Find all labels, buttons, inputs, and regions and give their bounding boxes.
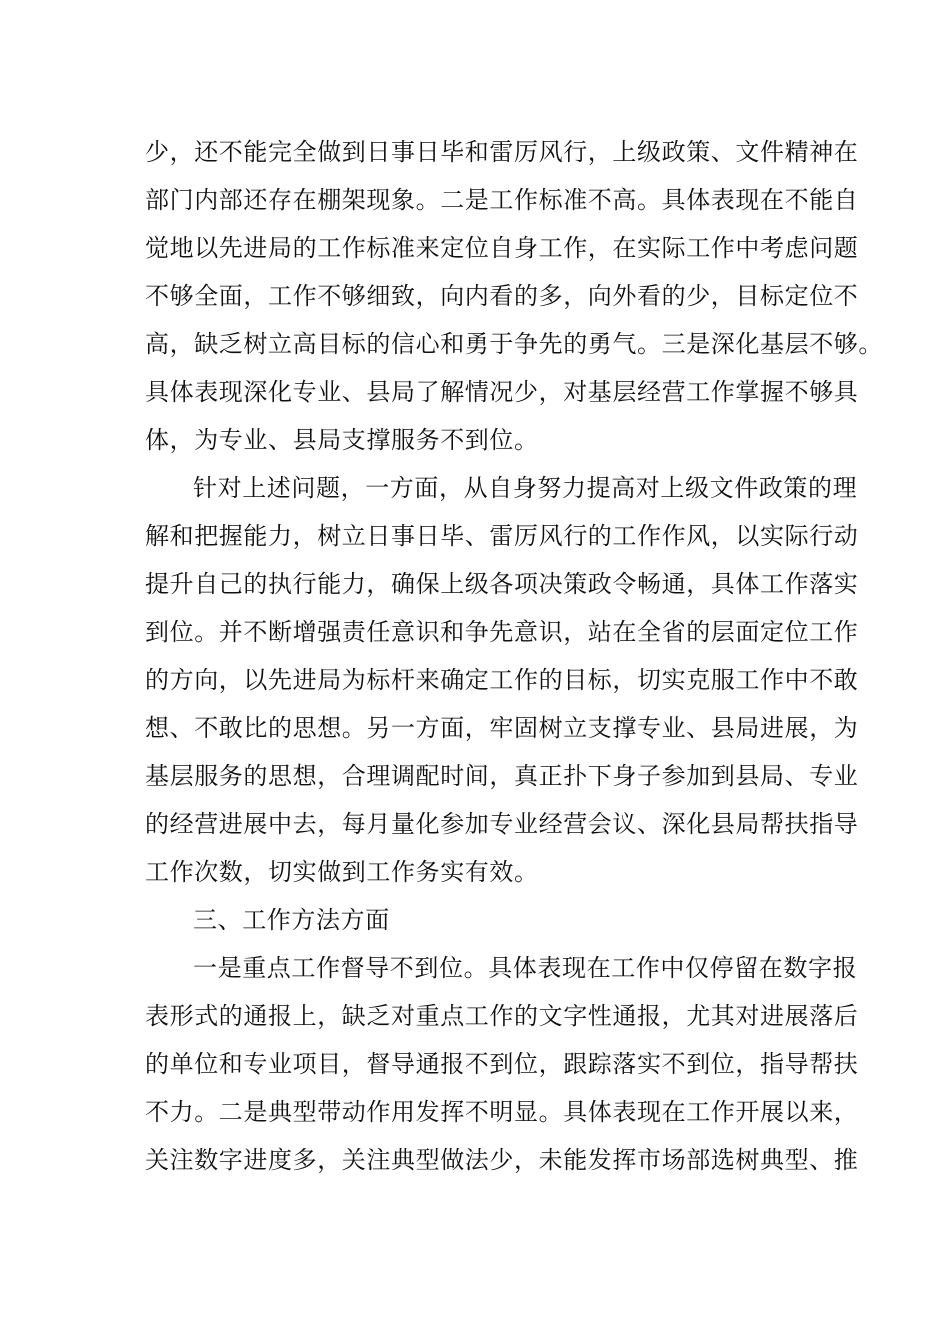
- text-line: 觉地以先进局的工作标准来定位自身工作，在实际工作中考虑问题: [145, 234, 859, 262]
- text-line: 提升自己的执行能力，确保上级各项决策政令畅通，具体工作落实: [145, 570, 859, 598]
- document-body: [145, 128, 883, 1184]
- paragraph-start-line: 一是重点工作督导不到位。具体表现在工作中仅停留在数字报: [193, 954, 858, 982]
- text-line: 表形式的通报上，缺乏对重点工作的文字性通报，尤其对进展落后: [145, 1002, 859, 1030]
- text-line: 的方向，以先进局为标杆来确定工作的目标，切实克服工作中不敢: [145, 666, 859, 694]
- text-line: 的经营进展中去，每月量化参加专业经营会议、深化县局帮扶指导: [145, 810, 859, 838]
- text-line: 想、不敢比的思想。另一方面，牢固树立支撑专业、县局进展，为: [145, 714, 859, 742]
- text-line: 不够全面，工作不够细致，向内看的多，向外看的少，目标定位不: [145, 282, 859, 310]
- text-line: 部门内部还存在棚架现象。二是工作标准不高。具体表现在不能自: [145, 186, 859, 214]
- text-line: 基层服务的思想，合理调配时间，真正扑下身子参加到县局、专业: [145, 762, 859, 790]
- text-line: 工作次数，切实做到工作务实有效。: [145, 858, 539, 886]
- section-heading: 三、工作方法方面: [193, 906, 390, 934]
- text-line: 不力。二是典型带动作用发挥不明显。具体表现在工作开展以来，: [145, 1098, 859, 1126]
- text-line: 关注数字进度多，关注典型做法少，未能发挥市场部选树典型、推: [145, 1146, 859, 1174]
- text-line: 解和把握能力，树立日事日毕、雷厉风行的工作作风，以实际行动: [145, 522, 859, 550]
- paragraph-start-line: 针对上述问题，一方面，从自身努力提高对上级文件政策的理: [193, 474, 858, 502]
- text-line: 到位。并不断增强责任意识和争先意识，站在全省的层面定位工作: [145, 618, 859, 646]
- text-line: 具体表现深化专业、县局了解情况少，对基层经营工作掌握不够具: [145, 378, 859, 406]
- text-line: 高，缺乏树立高目标的信心和勇于争先的勇气。三是深化基层不够。: [145, 330, 883, 358]
- text-line: 体，为专业、县局支撑服务不到位。: [145, 426, 539, 454]
- text-line: 少，还不能完全做到日事日毕和雷厉风行，上级政策、文件精神在: [145, 138, 859, 166]
- text-line: 的单位和专业项目，督导通报不到位，跟踪落实不到位，指导帮扶: [145, 1050, 859, 1078]
